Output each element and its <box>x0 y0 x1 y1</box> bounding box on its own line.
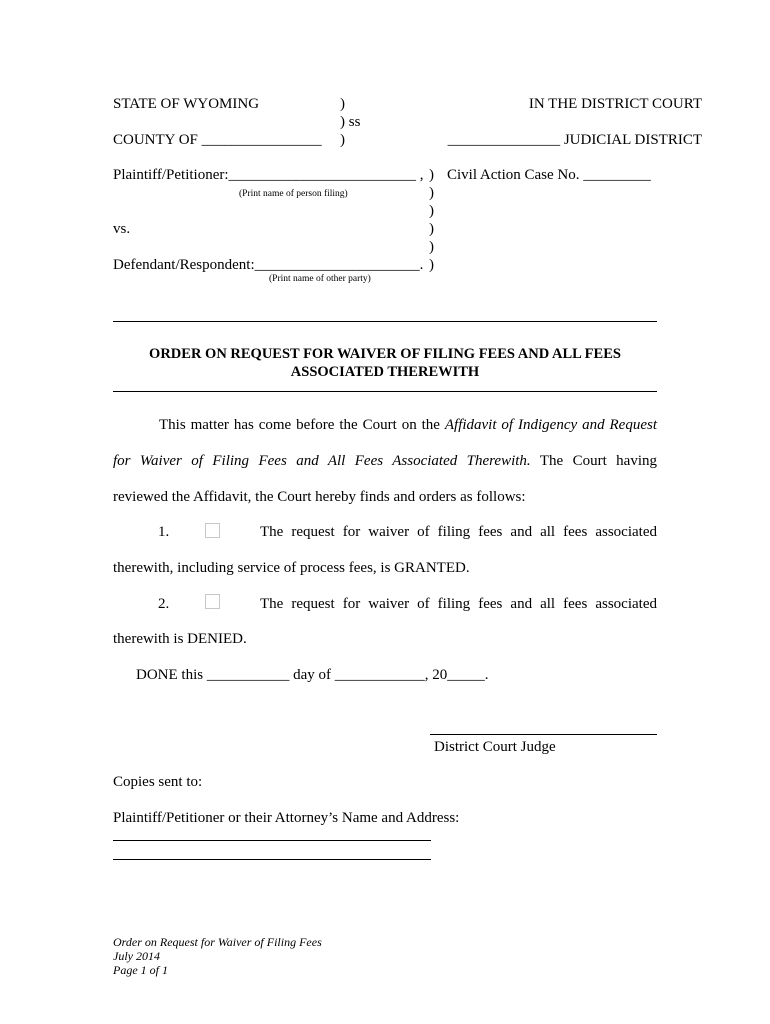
affidavit-title-part-1: Affidavit of Indigency and Request <box>444 417 657 433</box>
copies-heading: Copies sent to: <box>113 774 203 790</box>
item-2-text: The request for waiver of filing fees and all fees associated <box>260 596 657 612</box>
item-2-continuation: therewith is DENIED. <box>113 631 247 647</box>
intro-text: This matter has come before the Court on the <box>159 417 445 433</box>
title-rule-bottom <box>113 391 657 392</box>
affidavit-title-part-2: for Waiver of Filing Fees and All Fees Associated Therewith. <box>113 453 531 469</box>
granted-checkbox[interactable] <box>205 523 220 538</box>
address-line-1 <box>113 840 431 841</box>
defendant-line: Defendant/Respondent:______________________. <box>113 257 424 273</box>
intro-text: The Court having <box>530 453 657 469</box>
caption-paren: ) <box>340 96 345 112</box>
copies-recipient: Plaintiff/Petitioner or their Attorney’s Name and Address: <box>113 810 460 826</box>
address-line-2 <box>113 859 431 860</box>
footer-date: July 2014 <box>113 949 160 963</box>
case-number-label: Civil Action Case No. _________ <box>447 167 651 183</box>
caption-paren: ) <box>429 239 434 255</box>
caption-paren: ) <box>429 203 434 219</box>
item-1-number: 1. <box>158 524 170 540</box>
intro-line-2 <box>113 452 657 470</box>
item-1-continuation: therewith, including service of process fees, is GRANTED. <box>113 560 470 576</box>
intro-line-3: reviewed the Affidavit, the Court hereby finds and orders as follows: <box>113 489 526 505</box>
footer-form-title: Order on Request for Waiver of Filing Fees <box>113 935 322 949</box>
state-label: STATE OF WYOMING <box>113 96 260 112</box>
county-label: COUNTY OF ________________ <box>113 132 322 148</box>
intro-line-1 <box>113 416 657 434</box>
plaintiff-hint: (Print name of person filing) <box>239 189 348 199</box>
caption-paren: ) <box>429 167 434 183</box>
plaintiff-line: Plaintiff/Petitioner:_________________________ , <box>113 167 424 183</box>
footer-page-number: Page 1 of 1 <box>113 963 168 977</box>
caption-paren: ) <box>429 257 434 273</box>
defendant-hint: (Print name of other party) <box>269 274 371 284</box>
versus-label: vs. <box>113 221 131 237</box>
judge-signature-label: District Court Judge <box>434 739 556 755</box>
caption-paren: ) <box>340 132 345 148</box>
item-1-text: The request for waiver of filing fees and all fees associated <box>260 524 657 540</box>
done-date-line: DONE this ___________ day of ____________, 20_____. <box>136 667 489 683</box>
item-2-number: 2. <box>158 596 170 612</box>
document-title-line-1: ORDER ON REQUEST FOR WAIVER OF FILING FEES AND ALL FEES <box>149 346 621 362</box>
denied-checkbox[interactable] <box>205 594 220 609</box>
district-label: _______________ JUDICIAL DISTRICT <box>447 132 702 148</box>
document-title-line-2: ASSOCIATED THEREWITH <box>290 364 480 380</box>
court-label: IN THE DISTRICT COURT <box>528 96 702 112</box>
title-rule-top <box>113 321 657 322</box>
signature-line <box>430 734 657 735</box>
caption-ss: ) ss <box>340 114 361 130</box>
caption-paren: ) <box>429 221 434 237</box>
caption-paren: ) <box>429 185 434 201</box>
